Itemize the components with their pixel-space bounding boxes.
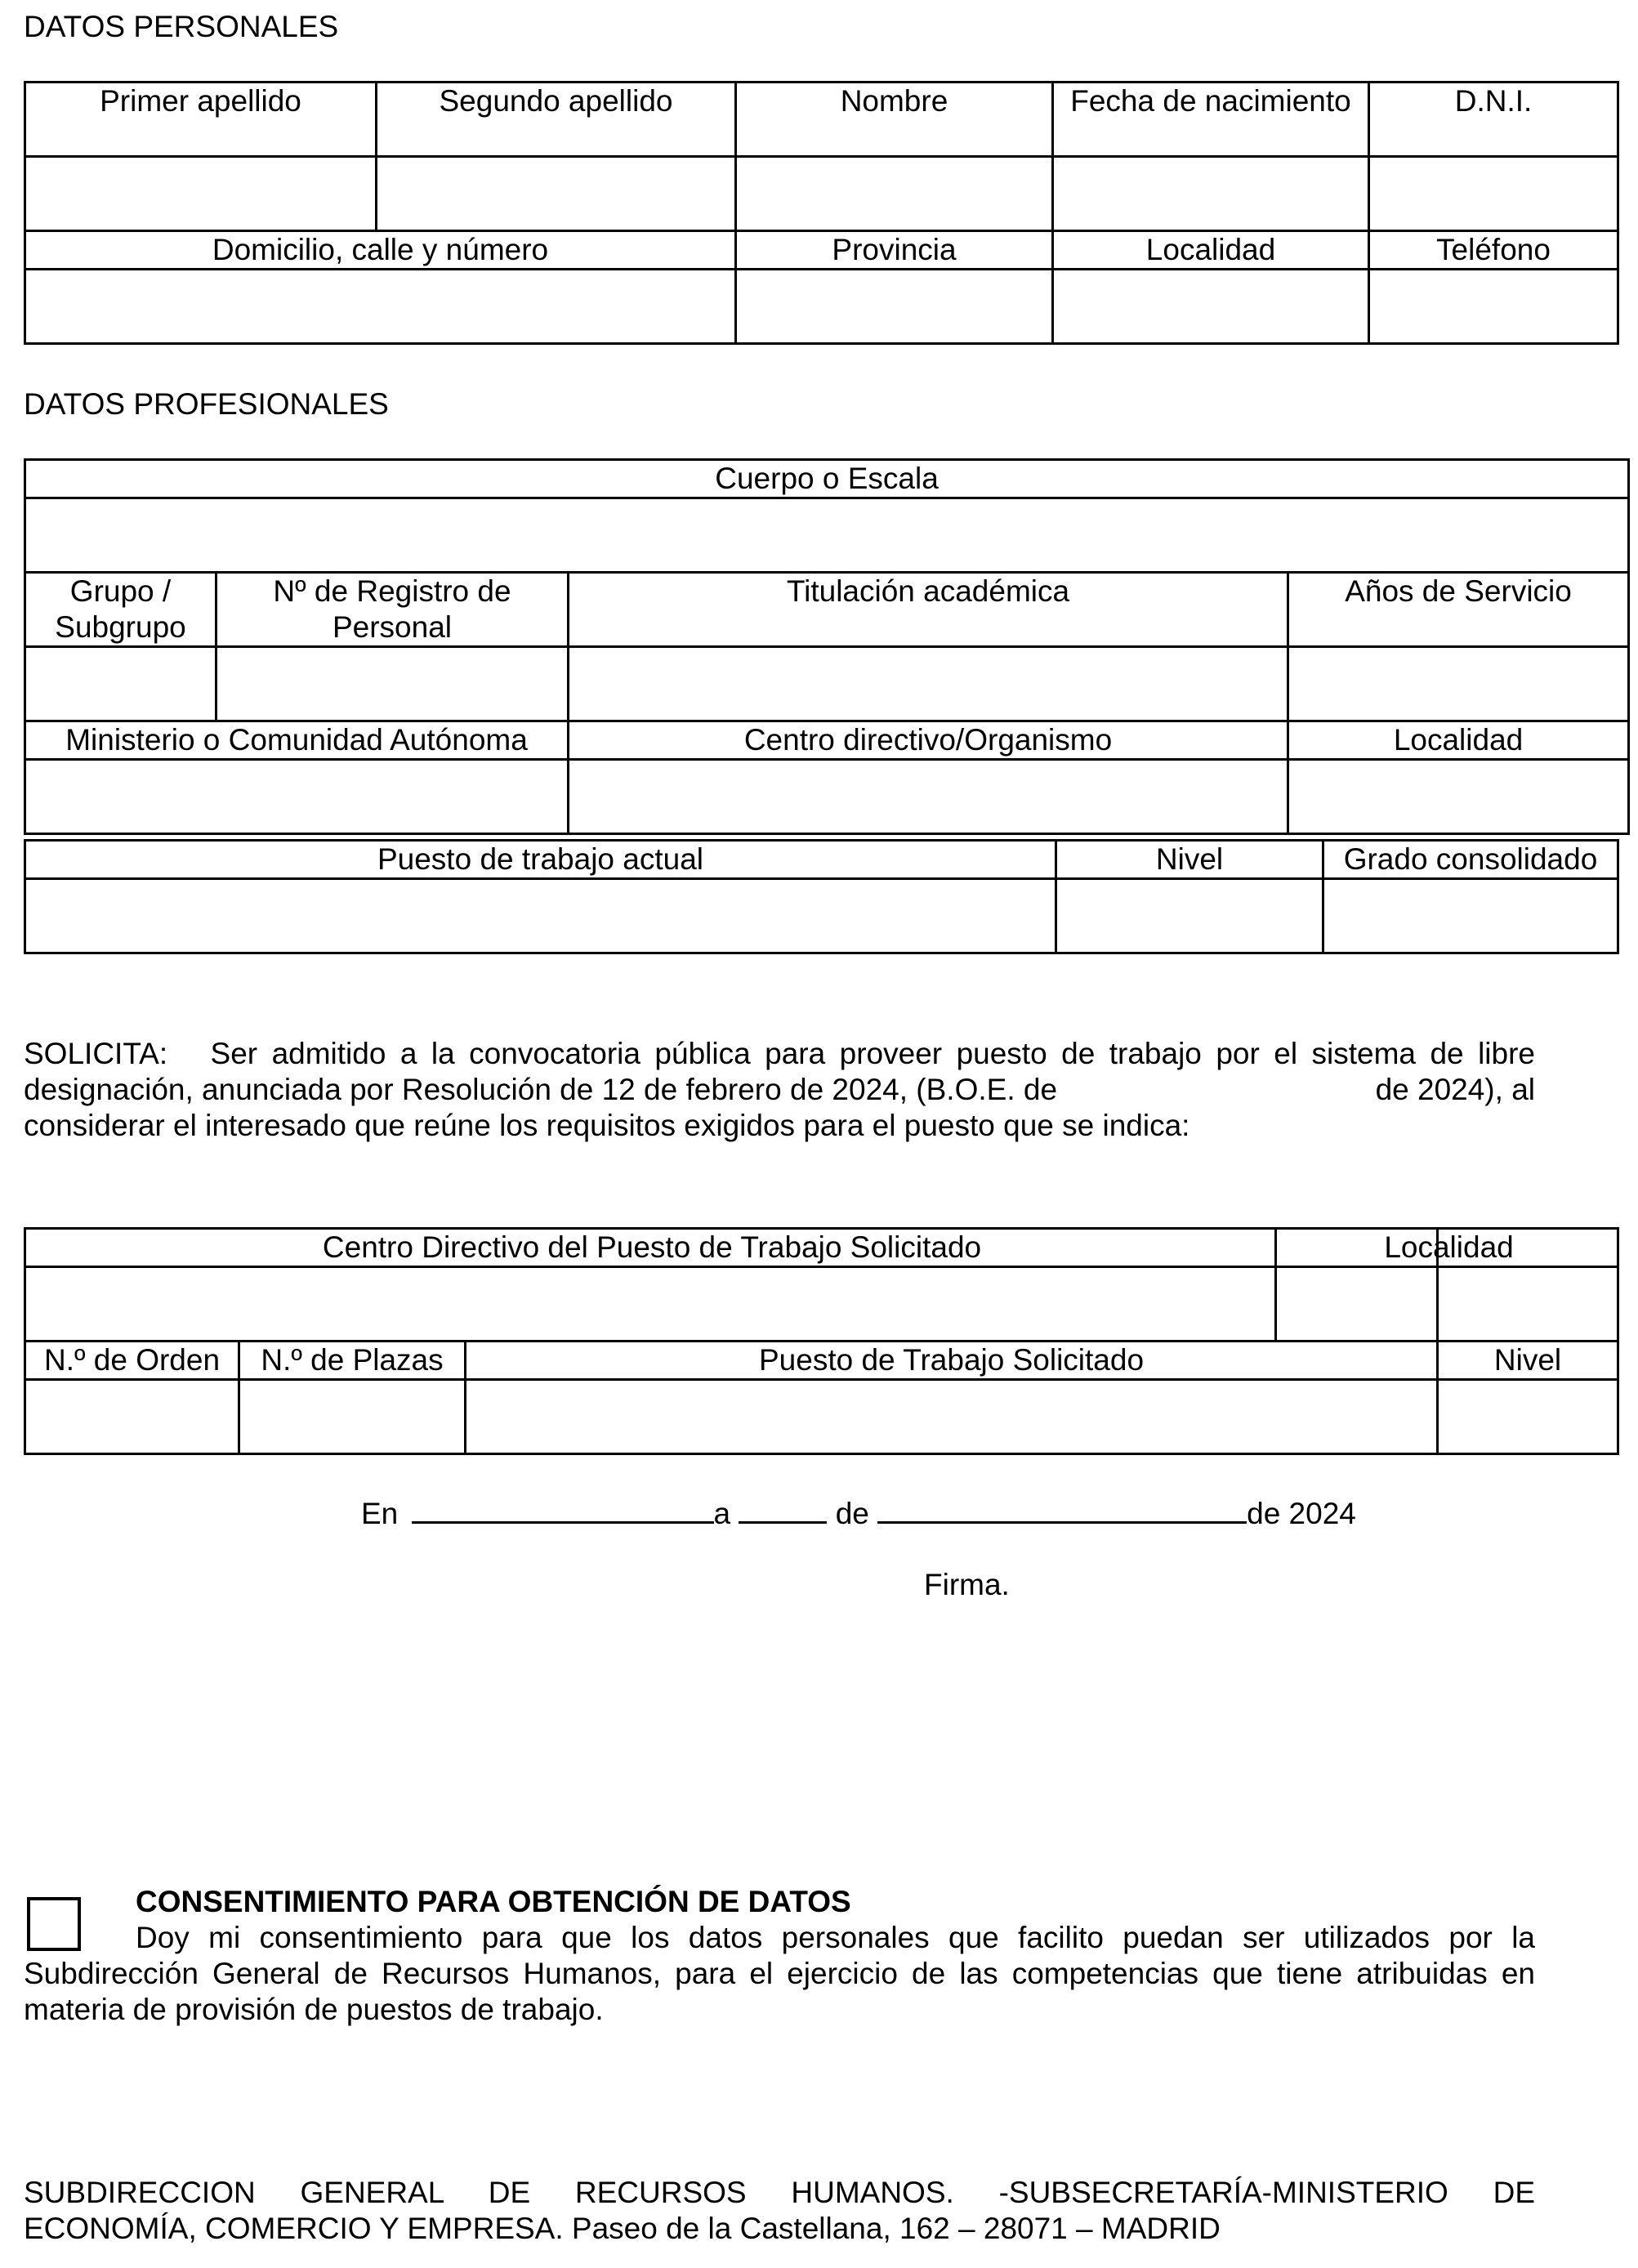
nombre-field[interactable] (737, 158, 1051, 230)
footer-line1: SUBDIRECCION GENERAL DE RECURSOS HUMANOS. -SUBSECRETARÍA-MINISTERIO DE (24, 2176, 1535, 2209)
telefono-field[interactable] (1370, 270, 1617, 342)
puesto-actual-field[interactable] (26, 880, 1055, 952)
header-puesto-solicitado: Puesto de Trabajo Solicitado (466, 1342, 1438, 1380)
segundo-apellido-field[interactable] (377, 158, 734, 230)
footer-address (24, 2175, 1535, 2247)
header-puesto-actual: Puesto de trabajo actual (25, 841, 1056, 879)
firma-label: Firma. (924, 1568, 1010, 1601)
header-centro-directivo: Centro directivo/Organismo (569, 721, 1288, 760)
centro-directivo-field[interactable] (569, 761, 1287, 833)
grupo-subgrupo-field[interactable] (26, 648, 215, 720)
header-primer-apellido: Primer apellido (25, 83, 377, 157)
anos-servicio-field[interactable] (1289, 648, 1627, 720)
header-grupo-subgrupo: Grupo / Subgrupo (25, 573, 216, 647)
primer-apellido-field[interactable] (26, 158, 375, 230)
header-nivel-actual: Nivel (1056, 841, 1323, 879)
date-line (361, 1493, 1356, 1532)
localidad-column-divider (1274, 1227, 1277, 1342)
personal-data-table (24, 81, 1619, 345)
provincia-field[interactable] (737, 270, 1051, 342)
consent-line3: materia de provisión de puestos de trabajo. (24, 1993, 604, 2026)
header-grado-consolidado: Grado consolidado (1323, 841, 1618, 879)
header-numero-orden: N.º de Orden (25, 1342, 239, 1380)
header-localidad-profesional: Localidad (1288, 721, 1629, 760)
header-segundo-apellido: Segundo apellido (377, 83, 736, 157)
localidad-solicitada-field[interactable] (1439, 1268, 1617, 1340)
domicilio-field[interactable] (26, 270, 734, 342)
localidad-field[interactable] (1054, 270, 1368, 342)
nivel-actual-field[interactable] (1057, 880, 1322, 952)
numero-plazas-field[interactable] (240, 1381, 464, 1453)
header-registro-personal: Nº de Registro de Personal (216, 573, 569, 647)
grado-consolidado-field[interactable] (1324, 880, 1617, 952)
fecha-nacimiento-field[interactable] (1054, 158, 1368, 230)
registro-personal-field[interactable] (217, 648, 567, 720)
professional-data-table (24, 458, 1630, 835)
header-localidad: Localidad (1053, 231, 1369, 270)
cuerpo-escala-field[interactable] (26, 499, 1627, 571)
header-domicilio: Domicilio, calle y número (25, 231, 736, 270)
day-blank[interactable] (739, 1493, 827, 1524)
ministerio-field[interactable] (26, 761, 567, 833)
puesto-actual-table (24, 839, 1619, 954)
professional-section-title: DATOS PROFESIONALES (24, 387, 389, 421)
header-cuerpo-escala: Cuerpo o Escala (25, 460, 1629, 498)
solicita-line1: Ser admitido a la convocatoria pública para proveer puesto de trabajo por el sistema de libre (210, 1037, 1536, 1070)
numero-orden-field[interactable] (26, 1381, 238, 1453)
header-centro-solicitado (25, 1229, 1438, 1267)
solicita-line2-end: de 2024), al (1375, 1073, 1535, 1106)
puesto-solicitado-field[interactable] (466, 1381, 1436, 1453)
requested-position-table (24, 1227, 1619, 1455)
date-a: a (713, 1497, 731, 1530)
solicita-line3: considerar el interesado que reúne los requisitos exigidos para el puesto que se indica: (24, 1109, 1190, 1142)
consent-paragraph (24, 1920, 1535, 2028)
solicita-paragraph (24, 1036, 1535, 1144)
date-year: de 2024 (1247, 1497, 1356, 1530)
place-blank[interactable] (412, 1493, 714, 1524)
header-telefono: Teléfono (1369, 231, 1618, 270)
header-ministerio: Ministerio o Comunidad Autónoma (25, 721, 569, 760)
footer-line2: ECONOMÍA, COMERCIO Y EMPRESA. Paseo de la Castellana, 162 – 28071 – MADRID (24, 2212, 1221, 2245)
header-dni: D.N.I. (1369, 83, 1618, 157)
header-titulacion: Titulación académica (569, 573, 1288, 647)
header-nivel-solicitado: Nivel (1438, 1342, 1618, 1380)
centro-solicitado-field[interactable] (26, 1268, 1436, 1340)
header-nombre: Nombre (736, 83, 1053, 157)
header-centro-solicitado-text: Centro Directivo del Puesto de Trabajo Solicitado (322, 1230, 982, 1264)
personal-section-title: DATOS PERSONALES (24, 10, 339, 43)
solicita-line2-start: designación, anunciada por Resolución de 12 de febrero de 2024, (B.O.E. de (24, 1073, 1058, 1106)
header-provincia: Provincia (736, 231, 1053, 270)
header-localidad-solicitada (1384, 1229, 1618, 1267)
header-anos-servicio: Años de Servicio (1288, 573, 1629, 647)
date-en: En (361, 1497, 399, 1530)
solicita-label: SOLICITA: (24, 1037, 168, 1070)
header-localidad-solicitada-text: Localidad (1384, 1230, 1514, 1264)
consent-line1: Doy mi consentimiento para que los datos personales que facilito puedan ser utilizados por la (136, 1921, 1535, 1954)
dni-field[interactable] (1370, 158, 1617, 230)
localidad-profesional-field[interactable] (1289, 761, 1627, 833)
date-de: de (835, 1497, 869, 1530)
month-blank[interactable] (877, 1493, 1247, 1524)
consent-title: CONSENTIMIENTO PARA OBTENCIÓN DE DATOS (136, 1885, 851, 1918)
header-numero-plazas: N.º de Plazas (239, 1342, 466, 1380)
consent-line2: Subdirección General de Recursos Humanos, para el ejercicio de las competencias que tiene atribuidas en (24, 1957, 1535, 1990)
titulacion-field[interactable] (569, 648, 1287, 720)
header-fecha-nacimiento: Fecha de nacimiento (1053, 83, 1369, 157)
nivel-solicitado-field[interactable] (1439, 1381, 1617, 1453)
